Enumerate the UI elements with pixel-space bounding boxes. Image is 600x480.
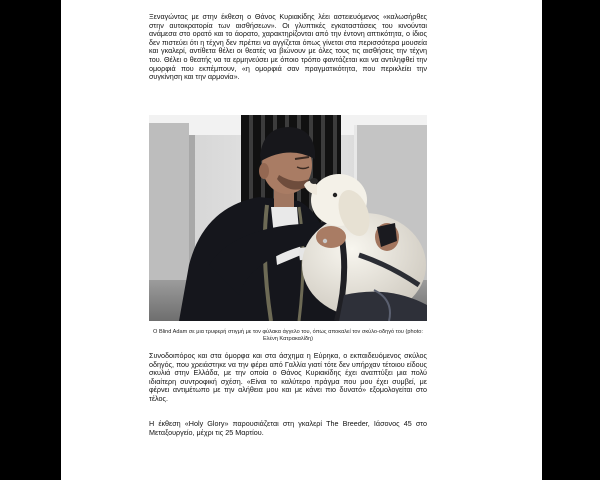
article-paragraph-2: Συνοδοιπόρος και στα όμορφα και στα άσχημα η Εύρηκα, ο εκπαιδευόμενος σκύλος οδηγός, που χρειάστηκε να την φέρει από Γαλλία γιατί τότε δεν υπήρχαν τέτοιου είδους σκυλιά στην Ελλάδα, με την οποία ο Θάνος Κυριακίδης έχει αναπτύξει μια πολύ ιδιαίτερη συντροφική σχέση. «Είναι το καλύτερο πράγμα που μου έχει συμβεί, με φέρνει αντιμέτωπο με την αλήθεια μου και με κάνει πιο δυνατό» εξομολογείται στο τέλος. xyxy=(149,351,427,403)
article-photo xyxy=(149,115,427,321)
article-paragraph-1: Ξεναγώντας με στην έκθεση ο Θάνος Κυριακίδης λέει αστειευόμενος «καλωσήρθες στην αυτοκρατορία των αισθήσεων». Οι γλυπτικές εγκαταστάσεις του κινούνται ανάμεσα στο ορατό και το άορατο, χαρακτηρίζονται από την έντονη απτικότητα, ο ίδιος δεν πιστεύει ότι η τέχνη δεν πρέπει να αγγίζεται όπως γίνεται στα περισσότερα μουσεία και γκαλερί, αντίθετα θέλει οι θεατές να βιώνουν με όλες τους τις αισθήσεις την τέχνη του. Θέλει ο θεατής να τα ερμηνεύσει με όποιο τρόπο φαντάζεται και να αντιληφθεί την ομορφιά που εκπέμπουν, «η ομορφιά σαν πραγματικότητα, που περικλείει την συγκίνηση και την αρμονία». xyxy=(149,12,427,82)
photo-caption: Ο Blind Adam σε μια τρυφερή στιγμή με τον φύλακα άγγελο του, όπως αποκαλεί τον σκύλο-οδηγό του (photo: Ελένη Κατρακαλίδη) xyxy=(153,329,423,342)
article-paragraph-3: Η έκθεση «Holy Glory» παρουσιάζεται στη γκαλερί The Breeder, Ιάσονος 45 στο Μεταξουργείο, μέχρι τις 25 Μαρτίου. xyxy=(149,419,427,437)
photo-illustration xyxy=(149,115,427,321)
document-page xyxy=(61,0,542,480)
